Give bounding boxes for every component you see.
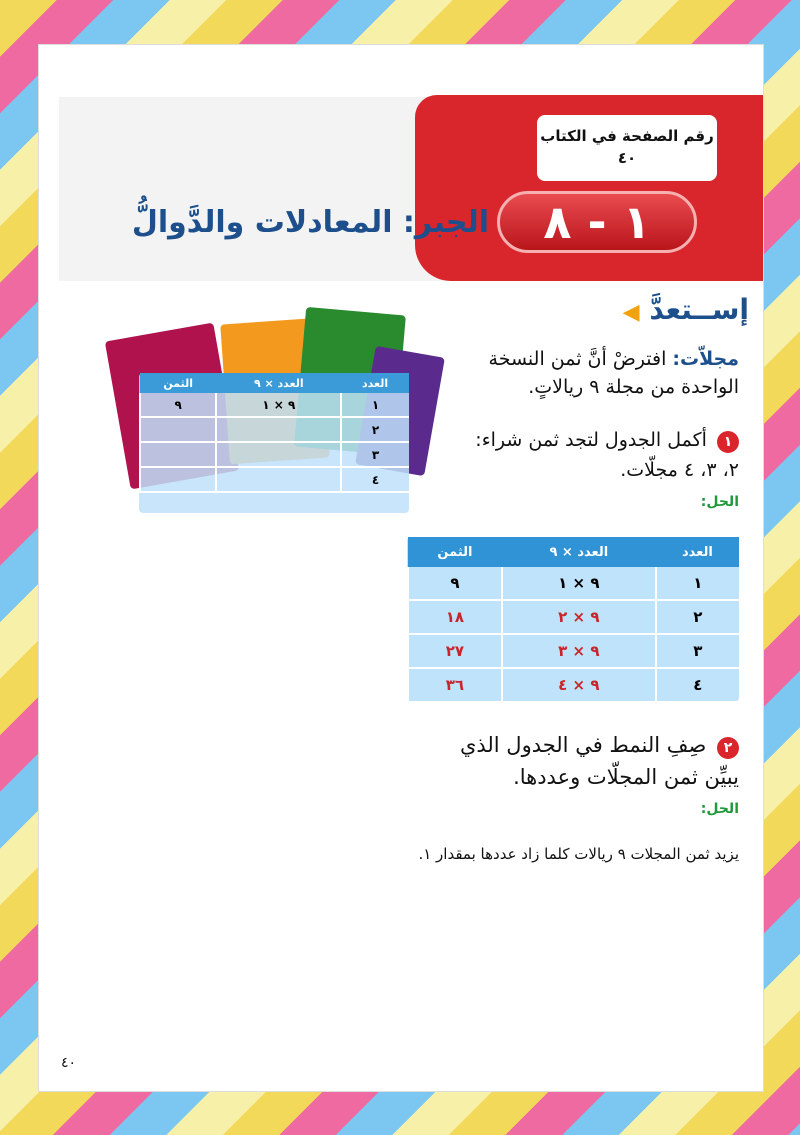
table-row: [408, 634, 739, 668]
table-cell: [140, 442, 216, 467]
question-number-badge: ٢: [717, 737, 739, 759]
table-cell: ٢: [656, 600, 739, 634]
lesson-title: الجبر: المعادلات والدَّوالُّ: [131, 205, 489, 240]
table-row: [140, 442, 409, 467]
table-header: العدد × ٩: [216, 373, 341, 393]
table-cell: ٩: [408, 567, 502, 600]
table-cell: ١٨: [408, 600, 502, 634]
problem-statement: [459, 345, 739, 401]
solution-table: [407, 537, 739, 701]
question-2-text: صِفِ النمط في الجدول الذي يبيِّن ثمن المجلّات وعددها.: [459, 733, 739, 789]
table-cell: [216, 442, 341, 467]
table-cell: [140, 417, 216, 442]
table-cell: [216, 417, 341, 442]
question-1-text: أكمل الجدول لتجد ثمن شراء: ٢، ٣، ٤ مجلّات.: [475, 429, 739, 481]
table-cell: ١: [341, 393, 409, 417]
page-ref-value: ٤٠: [617, 149, 637, 167]
table-cell: ٢٧: [408, 634, 502, 668]
table-header: الثمن: [408, 537, 502, 567]
solution-label: الحل:: [700, 801, 739, 817]
problem-lead: مجلاّت:: [672, 348, 739, 370]
table-row: [408, 567, 739, 600]
table-cell: ٤: [656, 668, 739, 702]
table-cell: ٣: [341, 442, 409, 467]
page-ref-label: رقم الصفحة في الكتاب: [540, 127, 714, 145]
page-number: ٤٠: [61, 1055, 77, 1071]
table-row: [408, 600, 739, 634]
question-1: [459, 425, 739, 517]
question-2: [439, 729, 739, 825]
table-header: العدد: [341, 373, 409, 393]
table-header: العدد: [656, 537, 739, 567]
question-number-badge: ١: [717, 431, 739, 453]
table-row: [140, 393, 409, 417]
table-cell: ٩ × ٢: [502, 600, 656, 634]
table-cell: ٤: [341, 467, 409, 492]
table-cell: ١: [656, 567, 739, 600]
page: [38, 44, 764, 1092]
magazine-price-table: [139, 373, 409, 513]
table-cell: ٩ × ٤: [502, 668, 656, 702]
table-cell: ٩ × ١: [216, 393, 341, 417]
table-cell: ٣: [656, 634, 739, 668]
table-header: الثمن: [140, 373, 216, 393]
triangle-pointer-icon: ◀: [622, 300, 640, 325]
table-header: العدد × ٩: [502, 537, 656, 567]
table-row: [408, 668, 739, 702]
lesson-number: ١ - ٨: [497, 191, 697, 253]
table-row: [140, 417, 409, 442]
table-cell: ٩: [140, 393, 216, 417]
table-cell: ٩ × ٣: [502, 634, 656, 668]
table-cell: ٢: [341, 417, 409, 442]
answer-text: يزيد ثمن المجلات ٩ ريالات كلما زاد عددها بمقدار ١.: [418, 845, 739, 863]
explore-heading: [579, 293, 749, 326]
table-row: [140, 467, 409, 492]
explore-title: إســتعدَّ: [649, 293, 749, 326]
problem-text: افترضْ أنَّ ثمن النسخة الواحدة من مجلة ٩ ريالاتٍ.: [488, 348, 739, 398]
table-cell: [216, 467, 341, 492]
page-ref-box: [537, 115, 717, 181]
table-cell: [140, 467, 216, 492]
table-cell: ٣٦: [408, 668, 502, 702]
table-cell: ٩ × ١: [502, 567, 656, 600]
solution-label: الحل:: [700, 494, 739, 510]
